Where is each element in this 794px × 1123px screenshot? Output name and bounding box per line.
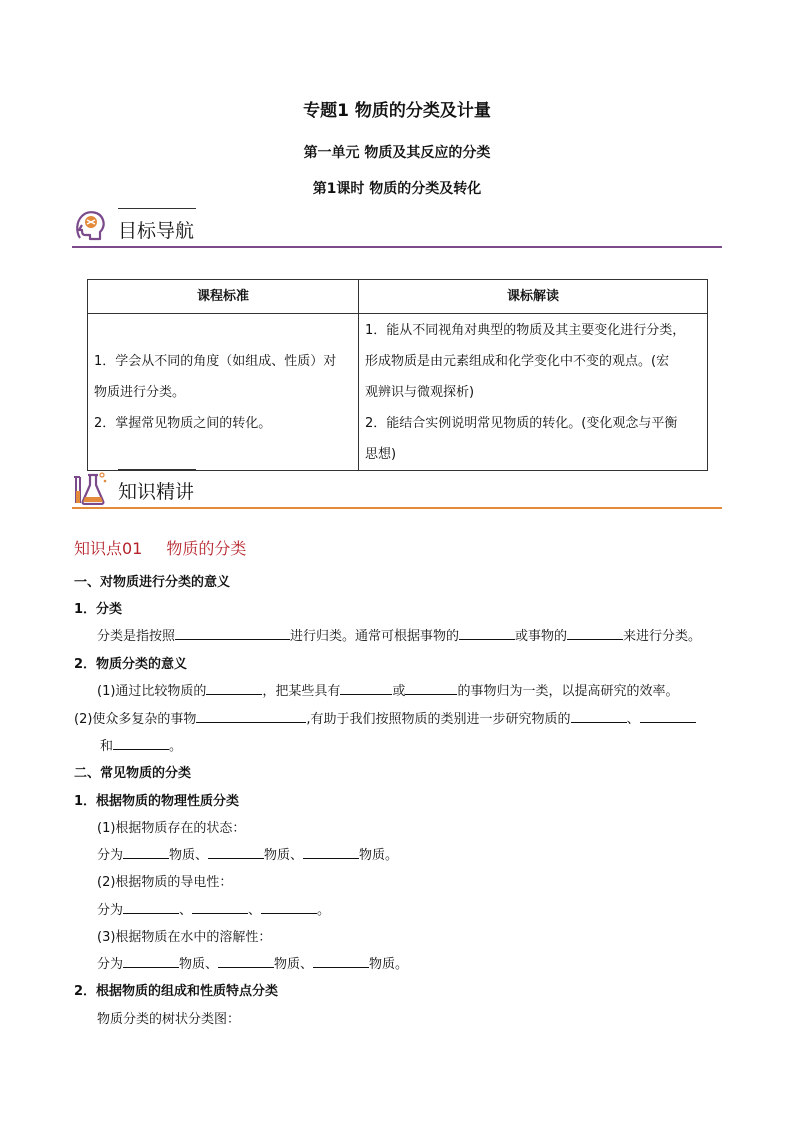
subsection-heading: 2．根据物质的组成和性质特点分类 xyxy=(74,984,279,999)
text-run: (1)通过比较物质的 xyxy=(97,684,207,699)
text-run: 物质、 xyxy=(179,957,219,972)
text-run: 。 xyxy=(317,903,331,918)
subsection-heading: 1．根据物质的物理性质分类 xyxy=(74,794,240,809)
text-run: 或 xyxy=(392,684,406,699)
table-row xyxy=(88,314,708,471)
standard-line: 1．学会从不同的角度（如组成、性质）对 xyxy=(94,353,337,369)
knowledge-section-header xyxy=(72,469,722,509)
text-run: 、 xyxy=(626,712,640,727)
text-run: (2)使众多复杂的事物 xyxy=(74,712,197,727)
fill-blank-line xyxy=(97,899,330,918)
answer-blank[interactable] xyxy=(175,626,290,640)
text-run: 分为 xyxy=(97,848,124,863)
fill-blank-line xyxy=(100,735,182,754)
fill-blank-line xyxy=(74,708,696,727)
text-run: ,有助于我们按照物质的类别进一步研究物质的 xyxy=(306,712,571,727)
answer-blank[interactable] xyxy=(640,709,696,723)
header-top-line xyxy=(118,208,196,209)
text-run: 和 xyxy=(100,739,114,754)
reading-line: 思想) xyxy=(365,446,397,462)
answer-blank[interactable] xyxy=(123,845,169,859)
knowledge-point-title: 物质的分类 xyxy=(166,539,247,558)
unit-title: 第一单元 物质及其反应的分类 xyxy=(303,145,491,161)
goal-section-header xyxy=(72,208,722,248)
answer-blank[interactable] xyxy=(405,681,457,695)
text-run: 的事物归为一类，以提高研究的效率。 xyxy=(457,684,679,699)
answer-blank[interactable] xyxy=(340,681,392,695)
section-heading: 一、对物质进行分类的意义 xyxy=(74,575,231,590)
knowledge-point-number: 知识点01 xyxy=(74,539,143,558)
standard-cell xyxy=(88,314,359,471)
text-run: 。 xyxy=(169,739,183,754)
text-line: (1)根据物质存在的状态： xyxy=(97,821,246,836)
goal-section-rule xyxy=(72,246,722,248)
reading-line: 形成物质是由元素组成和化学变化中不变的观点。(宏 xyxy=(365,353,670,369)
answer-blank[interactable] xyxy=(303,845,359,859)
flask-icon xyxy=(72,469,108,505)
lesson-title: 第1课时 物质的分类及转化 xyxy=(312,181,482,197)
text-run: 分为 xyxy=(97,957,124,972)
subsection-heading: 1．分类 xyxy=(74,602,123,617)
table-header-cell: 课标解读 xyxy=(359,280,708,314)
text-run: 、 xyxy=(248,903,262,918)
answer-blank[interactable] xyxy=(571,709,627,723)
text-run: 物质、 xyxy=(169,848,209,863)
fill-blank-line xyxy=(97,680,678,699)
knowledge-section-rule xyxy=(72,507,722,509)
answer-blank[interactable] xyxy=(208,845,264,859)
reading-line: 观辨识与微观探析) xyxy=(365,384,475,400)
answer-blank[interactable] xyxy=(123,954,179,968)
reading-line: 1．能从不同视角对典型的物质及其主要变化进行分类， xyxy=(365,322,686,338)
text-run: 物质。 xyxy=(369,957,409,972)
header-top-line xyxy=(118,469,196,470)
answer-blank[interactable] xyxy=(113,736,169,750)
text-run: 物质、 xyxy=(274,957,314,972)
answer-blank[interactable] xyxy=(313,954,369,968)
subsection-heading: 2．物质分类的意义 xyxy=(74,657,188,672)
text-run: 分为 xyxy=(97,903,124,918)
brain-icon xyxy=(72,208,108,244)
reading-line: 2．能结合实例说明常见物质的转化。(变化观念与平衡 xyxy=(365,415,678,431)
text-line: (2)根据物质的导电性： xyxy=(97,875,233,890)
answer-blank[interactable] xyxy=(206,681,262,695)
fill-blank-line xyxy=(97,625,701,644)
curriculum-standards-table xyxy=(87,279,708,471)
text-run: 进行归类。通常可根据事物的 xyxy=(290,629,460,644)
text-run: 来进行分类。 xyxy=(623,629,702,644)
text-run: 或事物的 xyxy=(515,629,568,644)
reading-cell xyxy=(359,314,708,471)
text-run: ，把某些具有 xyxy=(262,684,341,699)
page-title: 专题1 物质的分类及计量 xyxy=(303,101,491,121)
standard-line: 2．掌握常见物质之间的转化。 xyxy=(94,415,272,431)
table-header-cell: 课程标准 xyxy=(88,280,359,314)
text-run: 分类是指按照 xyxy=(97,629,176,644)
text-line: (3)根据物质在水中的溶解性： xyxy=(97,930,272,945)
text-run: 物质、 xyxy=(264,848,304,863)
table-header-row xyxy=(88,280,708,314)
answer-blank[interactable] xyxy=(567,626,623,640)
fill-blank-line xyxy=(97,844,398,863)
answer-blank[interactable] xyxy=(261,900,317,914)
goal-section-label: 目标导航 xyxy=(118,220,195,242)
text-run: 物质。 xyxy=(359,848,399,863)
section-heading: 二、常见物质的分类 xyxy=(74,766,192,781)
answer-blank[interactable] xyxy=(218,954,274,968)
text-run: 、 xyxy=(179,903,193,918)
answer-blank[interactable] xyxy=(459,626,515,640)
knowledge-section-label: 知识精讲 xyxy=(118,481,195,503)
text-line: 物质分类的树状分类图： xyxy=(97,1012,241,1027)
fill-blank-line xyxy=(97,953,408,972)
answer-blank[interactable] xyxy=(123,900,179,914)
answer-blank[interactable] xyxy=(192,900,248,914)
standard-line: 物质进行分类。 xyxy=(94,384,186,400)
knowledge-point-heading xyxy=(74,536,246,559)
answer-blank[interactable] xyxy=(196,709,306,723)
